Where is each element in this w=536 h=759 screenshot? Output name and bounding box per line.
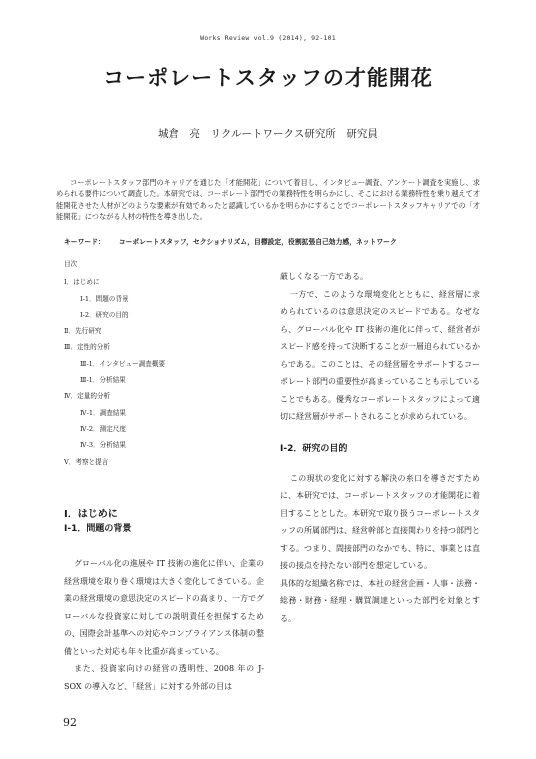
toc-item: Ⅳ．定量的分析	[64, 392, 111, 401]
toc-item: Ⅳ-1．調査結果	[80, 408, 126, 417]
toc-item: Ⅴ．考察と提言	[64, 457, 109, 466]
page-number: 92	[63, 716, 77, 729]
toc-item: Ⅰ-2．研究の目的	[80, 310, 129, 319]
paper-title: コーポレートスタッフの才能開花	[103, 66, 433, 90]
section-heading: Ⅰ．はじめに	[64, 509, 118, 520]
body-paragraph: また、投資家向けの経営の透明性、2008 年の J-SOX の導入など、「経営」に対する外部の目は	[64, 664, 264, 691]
body-paragraph: 具体的な組織名称では、本社の経営企画・人事・法務・総務・財務・経理・購買調達といった部門を対象とする。	[280, 578, 480, 623]
toc-title: 目次	[64, 260, 78, 268]
keywords	[64, 236, 484, 246]
subsection-heading: Ⅰ-1．問題の背景	[64, 524, 132, 534]
left-column	[64, 508, 264, 695]
toc-item: Ⅰ．はじめに	[64, 278, 100, 287]
body-paragraph: 厳しくなる一方である。	[280, 272, 368, 281]
toc-item: Ⅱ．先行研究	[64, 327, 102, 336]
body-paragraph: 一方で、このような環境変化とともに、経営層に求められているのは意思決定のスピードである。なぜなら、グローバル化や IT 技術の進化に伴って、経営者がスピード感を持って決断することが一層迫られているからである。このことは、その経営層をサポートするコーポレート部門の重要性が高まっていることも示していることでもある。優秀なコーポレートスタッフによって適切に経営層がサポートされることが求められている。	[280, 289, 480, 421]
journal-header: Works Review vol.9 (2014), 92-101	[200, 34, 336, 42]
keywords-text: コーポレートスタッフ，セクショナリズム，目標設定，役割拡張自己効力感，ネットワーク	[118, 238, 397, 246]
body-paragraph: この現状の変化に対する解決の糸口を導きだすために、本研究では、コーポレートスタッフの才能開花に着目することとした。本研究で取り扱うコーポレートスタッフの所属部門は、経営幹部と直接関わりを持つ部門とする。つまり、間接部門のなかでも、特に、事業とは直接の接点を持たない部門を想定している。	[280, 473, 480, 570]
keywords-label: キーワード：	[64, 238, 105, 246]
toc-item: Ⅰ-1．問題の背景	[80, 294, 129, 303]
toc-item: Ⅳ-2．測定尺度	[80, 424, 126, 433]
toc-item: Ⅲ．定性的分析	[64, 343, 110, 352]
toc-item: Ⅳ-3．分析結果	[80, 441, 126, 450]
author-line: 城倉 亮 リクルートワークス研究所 研究員	[158, 128, 378, 140]
toc-item: Ⅲ-1．分析結果	[80, 376, 126, 385]
toc-item: Ⅲ-1．インタビュー調査概要	[80, 359, 166, 368]
subsection-heading: Ⅰ-2．研究の目的	[280, 443, 348, 454]
body-paragraph: グローバル化の進展や IT 技術の進化に伴い、企業の経営環境を取り巻く環境は大きく変化してきている。企業の経営環境の意思決定のスピードの高まり、一方でグローバルな投資家に対しての説明責任を担保するための、国際会計基準への対応やコンプライアンス体制の整備といった対応も年々比重が高まっている。	[64, 559, 264, 656]
right-column	[280, 268, 480, 627]
abstract: コーポレートスタッフ部門のキャリアを通じた「才能開花」について着目し、インタビュー調査、アンケート調査を実施し、求められる要件について調査した。本研究では、コーポレート部門での業務特性を明らかにし、そこにおける業務特性を乗り越えて才能開花させた人材がどのような要素が有効であったと認識しているかを明らかにすることでコーポレートスタッフキャリアでの「才能開花」につながる人材の特性を導き出した。	[56, 178, 480, 221]
table-of-contents	[64, 256, 264, 470]
